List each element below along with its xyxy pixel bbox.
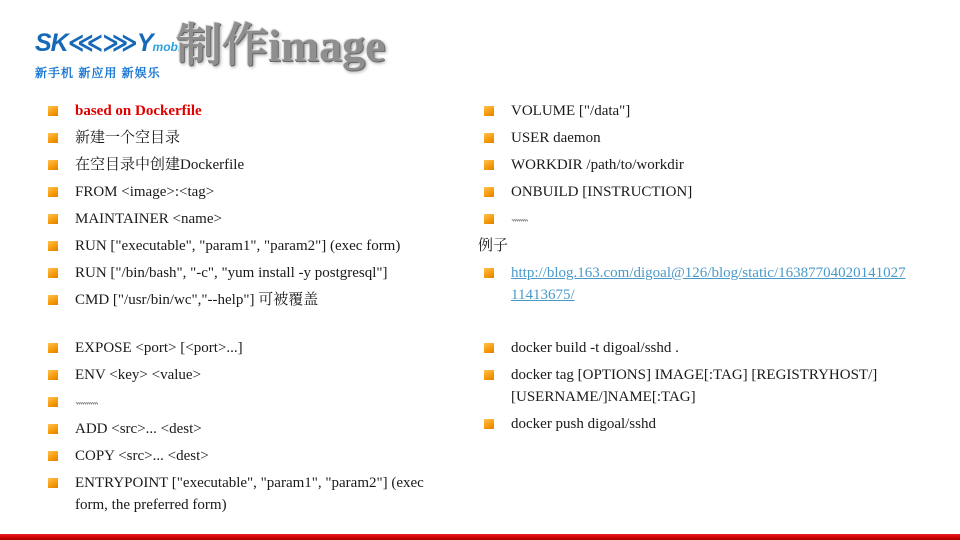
logo-suffix-text: mobi <box>152 40 182 54</box>
item-text: USER daemon <box>511 130 601 146</box>
list-item <box>478 262 906 306</box>
bullet-square-icon <box>484 343 494 353</box>
item-text: RUN ["executable", "param1", "param2"] (exec form) <box>75 238 401 254</box>
bullet-square-icon <box>484 106 494 116</box>
list-item <box>478 337 906 359</box>
item-text: CMD ["/usr/bin/wc","--help"] 可被覆盖 <box>75 292 319 308</box>
item-text: ENTRYPOINT ["executable", "param1", "param2"] (exec form, the preferred form) <box>75 475 424 513</box>
item-text: EXPOSE <port> [<port>...] <box>75 340 243 356</box>
item-text: docker build -t digoal/sshd . <box>511 340 679 356</box>
list-item <box>478 127 906 149</box>
list-item <box>478 413 906 435</box>
list-item <box>478 364 906 408</box>
list-item <box>48 418 460 440</box>
list-item <box>48 181 460 203</box>
list-item <box>478 154 906 176</box>
bullet-square-icon <box>484 133 494 143</box>
bullet-square-icon <box>48 424 58 434</box>
list-item <box>478 235 906 257</box>
list-item <box>48 154 460 176</box>
logo-wordmark: SK⋘⋙Y <box>35 29 153 57</box>
blog-hyperlink[interactable]: http://blog.163.com/digoal@126/blog/static/1638770402014102711413675/ <box>511 265 906 303</box>
bullet-square-icon <box>48 370 58 380</box>
page-title: 制作image <box>176 20 386 71</box>
logo-brand-text <box>35 29 182 60</box>
item-text: COPY <src>... <dest> <box>75 448 209 464</box>
bullet-square-icon <box>48 106 58 116</box>
item-text: 例子 <box>478 238 509 254</box>
list-item <box>48 337 460 359</box>
list-item <box>48 289 460 311</box>
item-text: based on Dockerfile <box>75 103 202 119</box>
list-item <box>48 445 460 467</box>
item-text: 、、、、、、、、、、、 <box>75 396 102 407</box>
bullet-square-icon <box>48 187 58 197</box>
list-item <box>48 472 460 516</box>
bullet-square-icon <box>48 397 58 407</box>
item-text: ONBUILD [INSTRUCTION] <box>511 184 693 200</box>
list-item <box>478 181 906 203</box>
item-text: RUN ["/bin/bash", "-c", "yum install -y postgresql"] <box>75 265 388 281</box>
item-text: 新建一个空目录 <box>75 130 181 146</box>
footer-accent-bar <box>0 534 960 540</box>
item-text: docker tag [OPTIONS] IMAGE[:TAG] [REGISTRYHOST/][USERNAME/]NAME[:TAG] <box>511 367 878 405</box>
item-text: 在空目录中创建Dockerfile <box>75 157 245 173</box>
bullet-square-icon <box>48 451 58 461</box>
item-text: ENV <key> <value> <box>75 367 202 383</box>
skymobi-logo <box>35 29 182 81</box>
right-column <box>478 100 906 440</box>
list-item <box>48 208 460 230</box>
list-item <box>48 235 460 257</box>
bullet-square-icon <box>484 187 494 197</box>
bullet-square-icon <box>48 343 58 353</box>
left-column <box>48 100 460 521</box>
list-item <box>48 100 460 122</box>
item-text: 、、、、、、、、 <box>511 213 532 224</box>
item-text: WORKDIR /path/to/workdir <box>511 157 684 173</box>
bullet-square-icon <box>48 478 58 488</box>
list-item <box>48 127 460 149</box>
item-text: docker push digoal/sshd <box>511 416 656 432</box>
item-text: MAINTAINER <name> <box>75 211 222 227</box>
list-item <box>478 208 906 230</box>
logo-tagline: 新手机 新应用 新娱乐 <box>35 66 161 80</box>
bullet-square-icon <box>484 419 494 429</box>
bullet-square-icon <box>48 268 58 278</box>
list-item <box>48 262 460 284</box>
list-item <box>478 100 906 122</box>
item-text: ADD <src>... <dest> <box>75 421 202 437</box>
bullet-square-icon <box>48 214 58 224</box>
bullet-square-icon <box>48 160 58 170</box>
item-text: VOLUME ["/data"] <box>511 103 631 119</box>
bullet-square-icon <box>48 295 58 305</box>
list-item <box>48 391 460 413</box>
list-item <box>48 364 460 386</box>
item-text: FROM <image>:<tag> <box>75 184 215 200</box>
bullet-square-icon <box>484 268 494 278</box>
bullet-square-icon <box>484 160 494 170</box>
bullet-square-icon <box>484 370 494 380</box>
bullet-square-icon <box>48 133 58 143</box>
bullet-square-icon <box>484 214 494 224</box>
bullet-square-icon <box>48 241 58 251</box>
